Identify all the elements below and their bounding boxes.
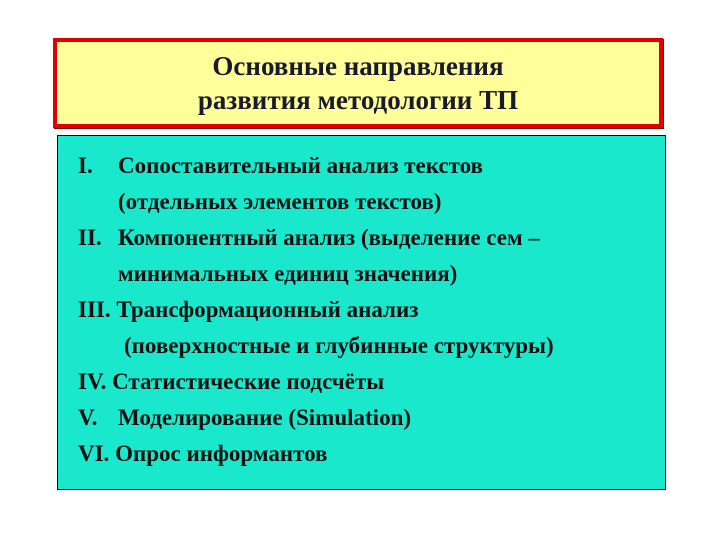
item-continuation: минимальных единиц значения): [118, 261, 458, 286]
item-continuation: (отдельных элементов текстов): [118, 189, 442, 214]
list-item-1: [78, 148, 665, 220]
item-number: IV.: [78, 369, 107, 394]
list-item-5: [78, 400, 665, 436]
item-number: II.: [78, 225, 102, 250]
list-item-4: [78, 364, 665, 400]
list-item-2: [78, 220, 665, 292]
title-box: [53, 38, 663, 128]
item-number: V.: [78, 405, 98, 430]
item-number: I.: [78, 153, 93, 178]
item-text: Сопоставительный анализ текстов: [118, 153, 483, 178]
item-text: Трансформационный анализ: [116, 297, 419, 322]
item-text: Моделирование (Simulation): [118, 405, 412, 430]
title-line-2: развития методологии ТП: [197, 85, 519, 115]
item-text: Компонентный анализ (выделение сем –: [118, 225, 540, 250]
item-number: VI.: [78, 441, 110, 466]
content-box: [57, 135, 666, 490]
item-text: Опрос информантов: [115, 441, 328, 466]
item-number: III.: [78, 297, 111, 322]
list-item-6: [78, 436, 665, 472]
item-continuation: (поверхностные и глубинные структуры): [124, 333, 554, 358]
item-text: Статистические подсчёты: [112, 369, 385, 394]
list-item-3: [78, 292, 665, 364]
title-line-1: Основные направления: [212, 51, 504, 81]
